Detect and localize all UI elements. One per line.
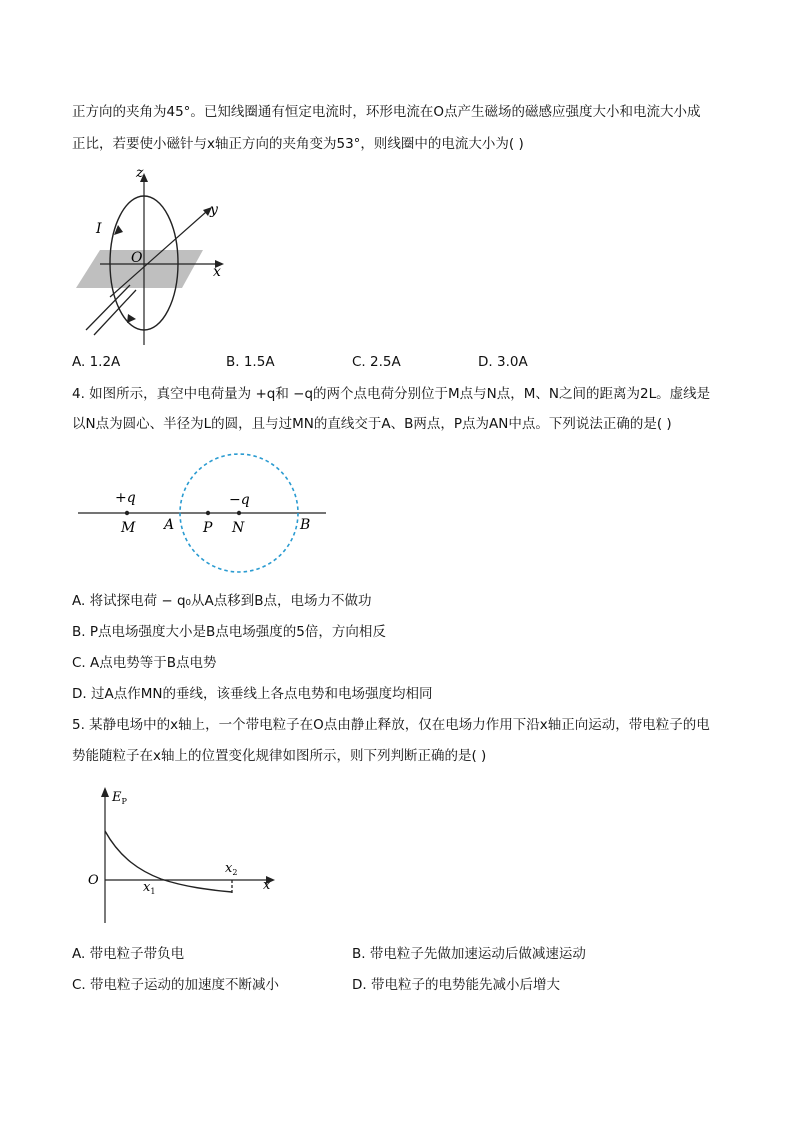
q4-option-a: A. 将试探电荷 − q₀从A点移到B点，电场力不做功	[72, 593, 372, 609]
origin-label: O	[88, 873, 99, 888]
q5-text-line2: 势能随粒子在x轴上的位置变化规律如图所示，则下列判断正确的是( )	[72, 748, 487, 764]
q4-text-line1: 4. 如图所示，真空中电荷量为 +q和 −q的两个点电荷分别位于M点与N点，M、N之间的距离为2L。虚线是	[72, 386, 711, 402]
charge-figure	[70, 448, 340, 580]
q4-option-b: B. P点电场强度大小是B点电场强度的5倍，方向相反	[72, 624, 386, 640]
b-label: B	[300, 517, 311, 533]
n-label: N	[232, 520, 245, 536]
q4-text-line2: 以N点为圆心、半径为L的圆，且与过MN的直线交于A、B两点，P点为AN中点。下列说法正确的是( )	[72, 416, 672, 432]
ep-curve	[105, 831, 232, 892]
current-arrow-bottom	[127, 314, 136, 323]
x-label: x	[263, 878, 271, 893]
point-n	[237, 511, 241, 515]
point-p	[206, 511, 210, 515]
minus-q-label: −q	[229, 492, 250, 508]
origin-label: O	[131, 250, 143, 266]
q3-option-b: B. 1.5A	[226, 354, 275, 370]
q5-option-a: A. 带电粒子带负电	[72, 946, 185, 962]
q3-text-line2: 正比，若要使小磁针与x轴正方向的夹角变为53°，则线圈中的电流大小为( )	[72, 136, 524, 152]
point-m	[125, 511, 129, 515]
q5-text-line1: 5. 某静电场中的x轴上，一个带电粒子在O点由静止释放，仅在电场力作用下沿x轴正向运动，带电粒子的电	[72, 717, 710, 733]
q4-option-c: C. A点电势等于B点电势	[72, 655, 217, 671]
potential-energy-graph	[80, 783, 280, 928]
x1-label: $x_1$	[143, 880, 156, 896]
q5-option-d: D. 带电粒子的电势能先减小后增大	[352, 977, 560, 993]
q4-option-d: D. 过A点作MN的垂线，该垂线上各点电势和电场强度均相同	[72, 686, 433, 702]
q3-option-a: A. 1.2A	[72, 354, 121, 370]
coil-figure	[70, 165, 240, 345]
q3-text-line1: 正方向的夹角为45°。已知线圈通有恒定电流时，环形电流在O点产生磁场的磁感应强度大小和电流大小成	[72, 104, 701, 120]
q3-option-d: D. 3.0A	[478, 354, 528, 370]
current-label: I	[96, 221, 102, 237]
x2-label: $x_2$	[225, 861, 238, 877]
q5-option-b: B. 带电粒子先做加速运动后做减速运动	[352, 946, 586, 962]
q3-option-c: C. 2.5A	[352, 354, 401, 370]
ep-arrowhead	[101, 787, 109, 797]
p-label: P	[203, 520, 213, 536]
a-label: A	[164, 517, 175, 533]
m-label: M	[121, 520, 136, 536]
plus-q-label: +q	[115, 490, 136, 506]
q5-option-c: C. 带电粒子运动的加速度不断减小	[72, 977, 280, 993]
lead-wire-1	[86, 285, 130, 330]
z-label: z	[136, 165, 144, 181]
ep-label: $E_P$	[112, 790, 127, 806]
y-label: y	[210, 202, 218, 218]
x-label: x	[213, 264, 221, 280]
